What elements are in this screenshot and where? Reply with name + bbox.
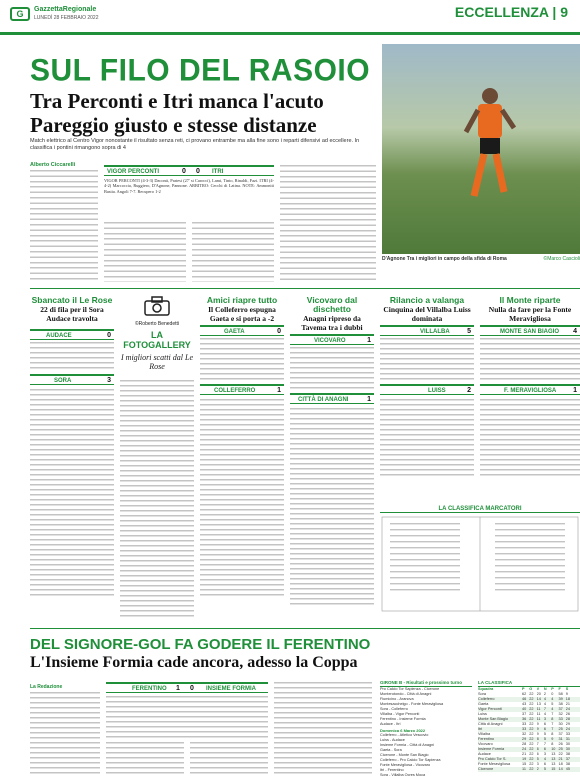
story-subtitle: Cinquina del Villalba Luiss dominata bbox=[383, 305, 471, 323]
stat-cell: 24 bbox=[565, 727, 571, 731]
stat-cell: 31 bbox=[565, 737, 571, 741]
stat-cell: 22 bbox=[529, 762, 534, 766]
story-body-lines bbox=[30, 389, 114, 599]
result-row: Ferentino - Insieme Formia bbox=[380, 717, 426, 721]
stat-cell: 6 bbox=[543, 747, 547, 751]
stat-cell: 24 bbox=[522, 747, 527, 751]
player-figure bbox=[460, 84, 520, 204]
away-score: 1 bbox=[573, 387, 577, 394]
stat-cell: V bbox=[536, 687, 540, 691]
stat-cell: 5 bbox=[551, 702, 554, 706]
section-label: ECCELLENZA | 9 bbox=[454, 4, 568, 20]
story-subtitle: Anagni ripreso da Tavema tra i dubbi bbox=[301, 314, 363, 332]
fixture-row: Itri - Ferentino bbox=[380, 768, 404, 772]
team-cell: Audace bbox=[478, 752, 491, 756]
fixture-row: Insieme Formia - Città di Anagni bbox=[380, 743, 435, 747]
gallery-credit: ©Roberto Benedetti bbox=[135, 321, 179, 327]
team-cell: Colleferro bbox=[478, 697, 495, 701]
stat-cell: P bbox=[522, 687, 525, 691]
stat-cell: G bbox=[529, 687, 533, 691]
stat-cell: 29 bbox=[565, 722, 571, 726]
away-team: SORA bbox=[54, 378, 72, 384]
home-team: GAETA bbox=[224, 329, 245, 335]
stat-cell: 15 bbox=[522, 762, 527, 766]
away-score: 3 bbox=[107, 377, 111, 384]
stat-cell: 28 bbox=[565, 717, 571, 721]
team-cell: Luiss bbox=[478, 712, 487, 716]
results-box bbox=[380, 680, 472, 778]
team-cell: Ferentino bbox=[478, 737, 495, 741]
stat-cell: 22 bbox=[529, 712, 534, 716]
stat-cell: 3 bbox=[543, 752, 547, 756]
stat-cell: 6 bbox=[536, 752, 539, 756]
article-body-col1-lines bbox=[30, 170, 98, 282]
scorebox bbox=[290, 334, 374, 345]
stat-cell: 4 bbox=[543, 697, 547, 701]
stat-cell: 11 bbox=[536, 707, 541, 711]
stat-cell: 31 bbox=[558, 737, 563, 741]
stat-cell: 39 bbox=[558, 697, 563, 701]
story-colleferro bbox=[200, 296, 284, 599]
stat-cell: 7 bbox=[551, 712, 554, 716]
away-score: 0 bbox=[196, 168, 200, 175]
fixture-row: Colleferro - Atletico Vescovio bbox=[380, 733, 429, 737]
lineups-lines bbox=[380, 338, 474, 382]
team-cell: Gaeta bbox=[478, 702, 489, 706]
stat-cell: 5 bbox=[543, 767, 547, 771]
stat-cell: 21 bbox=[522, 752, 527, 756]
bottom-body-col1 bbox=[30, 692, 100, 776]
home-score: 0 bbox=[107, 332, 111, 339]
stat-cell: 14 bbox=[558, 767, 563, 771]
photo-credit: ©Marco Cascioli bbox=[543, 256, 580, 262]
publication-logo: G bbox=[10, 7, 30, 21]
stat-cell: 62 bbox=[522, 692, 527, 696]
stat-cell: 5 bbox=[543, 732, 547, 736]
story-title: Rilancio a valanga bbox=[389, 295, 465, 305]
home-score: 1 bbox=[176, 685, 180, 692]
results-list bbox=[380, 687, 472, 727]
home-team: AUDACE bbox=[46, 333, 72, 339]
story-body-lines bbox=[290, 408, 374, 608]
scorebox bbox=[290, 393, 374, 404]
bottom-headline: L'Insieme Formia cade ancora, adesso la Coppa bbox=[30, 654, 358, 671]
scorebox-main bbox=[104, 165, 274, 176]
bottom-lineups bbox=[106, 696, 268, 740]
story-body-lines bbox=[380, 399, 474, 479]
stat-cell: 9 bbox=[536, 727, 539, 731]
stat-cell: 9 bbox=[536, 732, 539, 736]
publication-name: GazzettaRegionale bbox=[34, 6, 97, 13]
team-cell: Vigor Perconti bbox=[478, 707, 502, 711]
stat-cell: 9 bbox=[565, 692, 568, 696]
stat-cell: 2 bbox=[543, 692, 547, 696]
team-cell: Fonte Meravigliosa bbox=[478, 762, 511, 766]
scorers-box bbox=[380, 506, 580, 616]
away-score: 0 bbox=[190, 685, 194, 692]
story-monte bbox=[480, 296, 580, 479]
team-cell: Città di Anagni bbox=[478, 722, 503, 726]
stat-cell: 4 bbox=[543, 757, 547, 761]
lineups-lines bbox=[200, 338, 284, 382]
stat-cell: 11 bbox=[536, 717, 541, 721]
team-cell: Squadra bbox=[478, 687, 494, 691]
issue-date: LUNEDÌ 28 FEBBRAIO 2022 bbox=[34, 15, 99, 21]
story-title: Sbancato il Le Rose bbox=[31, 295, 113, 305]
stat-cell: 4 bbox=[551, 697, 554, 701]
fixture-row: Cicerone - Monte San Biagio bbox=[380, 753, 429, 757]
fotogallery-box bbox=[120, 296, 194, 371]
stat-cell: 11 bbox=[522, 767, 526, 771]
stat-cell: 6 bbox=[536, 747, 539, 751]
lineups-lines bbox=[30, 342, 114, 372]
stat-cell: 22 bbox=[529, 737, 534, 741]
stat-cell: 22 bbox=[529, 767, 534, 771]
stat-cell: 32 bbox=[558, 712, 563, 716]
team-cell: Pro Calcio Tor S. bbox=[478, 757, 507, 761]
stat-cell: 18 bbox=[558, 762, 563, 766]
home-score: 0 bbox=[277, 328, 281, 335]
stat-cell: 30 bbox=[565, 747, 571, 751]
stat-cell: 33 bbox=[522, 722, 527, 726]
stat-cell: 19 bbox=[522, 757, 527, 761]
standings-title: LA CLASSIFICA bbox=[478, 680, 580, 687]
photo-caption bbox=[382, 256, 580, 262]
story-title: Vicovaro dal dischetto bbox=[306, 295, 358, 314]
article-body-col4 bbox=[280, 165, 376, 282]
stat-cell: 22 bbox=[529, 747, 534, 751]
results-title: GIRONE B - Risultati e prossimo turno bbox=[380, 680, 472, 687]
home-team: VILLALBA bbox=[420, 329, 450, 335]
bottom-body-col3 bbox=[190, 742, 268, 776]
stat-cell: 10 bbox=[551, 747, 556, 751]
away-team: LUISS bbox=[428, 388, 446, 394]
stat-cell: 45 bbox=[565, 767, 571, 771]
next-round-list bbox=[380, 733, 472, 778]
standings-row bbox=[478, 767, 580, 772]
standings-box bbox=[478, 680, 580, 772]
article-body-col2 bbox=[104, 222, 186, 282]
stat-cell: 5 bbox=[536, 757, 539, 761]
header-rule bbox=[0, 32, 580, 35]
fixture-row: Sora - Villalba Ocres Moca bbox=[380, 773, 426, 777]
stat-cell: 3 bbox=[536, 762, 539, 766]
stat-cell: 38 bbox=[558, 702, 563, 706]
stat-cell: 7 bbox=[543, 707, 547, 711]
match-lineups: VIGOR PERCONTI (4-3-3) Daconti, Pratesi (27' st Carocci), Lami, Tinto, Rinaldi, Fazi. ITRI (4-4-2) Marcoccia, Ruggiero, D'Agnone, Pannone. ARBITRO: Cecchi di Latina. NOTE: Ammoniti Bastia. Angoli 7-7. Recupero 1-2 bbox=[104, 178, 274, 194]
story-body-lines bbox=[200, 399, 284, 599]
result-row: Audace - Itri bbox=[380, 722, 401, 726]
stat-cell: 14 bbox=[536, 697, 541, 701]
story-villalba bbox=[380, 296, 474, 479]
headline-line-2: Pareggio giusto e stesse distanze bbox=[30, 113, 317, 137]
result-row: Monterotondo - Città di Anagni bbox=[380, 692, 432, 696]
article-body-col3 bbox=[192, 222, 274, 282]
story-subtitle: Nulla da fare per la Fonte Meravigliosa bbox=[488, 305, 572, 323]
story-title: Amici riapre tutto bbox=[206, 295, 278, 305]
stat-cell: 15 bbox=[551, 767, 556, 771]
match-photo bbox=[382, 44, 580, 254]
stat-cell: 43 bbox=[522, 702, 527, 706]
stat-cell: P bbox=[551, 687, 554, 691]
stat-cell: 33 bbox=[558, 717, 563, 721]
home-score: 5 bbox=[467, 328, 471, 335]
away-score: 2 bbox=[467, 387, 471, 394]
away-team: ITRI bbox=[212, 169, 224, 175]
caption-text: D'Agnone Tra i migliori in campo della sfida di Roma bbox=[382, 256, 507, 262]
stat-cell: 3 bbox=[543, 717, 547, 721]
next-round-title: Domenica 6 Marzo 2022 bbox=[380, 728, 426, 733]
home-score: 4 bbox=[573, 328, 577, 335]
scorers-pitch bbox=[380, 513, 580, 613]
stat-cell: 22 bbox=[529, 702, 534, 706]
fixture-row: Colleferro - Pro Calcio Tor Sapienza bbox=[380, 758, 441, 762]
article-author: Alberto Ciccarelli bbox=[30, 162, 76, 168]
stat-cell: 25 bbox=[558, 727, 563, 731]
stat-cell: 37 bbox=[558, 707, 563, 711]
stat-cell: 7 bbox=[543, 742, 547, 746]
stat-cell: S bbox=[565, 687, 569, 691]
stat-cell: 24 bbox=[565, 707, 571, 711]
section-divider bbox=[30, 288, 580, 289]
stat-cell: 9 bbox=[536, 722, 539, 726]
stat-cell: 36 bbox=[522, 717, 527, 721]
stat-cell: 7 bbox=[551, 722, 554, 726]
story-anagni bbox=[290, 296, 374, 608]
stat-cell: 8 bbox=[551, 732, 554, 736]
scorebox bbox=[480, 325, 580, 336]
fixture-row: Gaeta - Sora bbox=[380, 748, 402, 752]
headline-line-1: Tra Perconti e Itri manca l'acuto bbox=[30, 89, 324, 113]
stat-cell: 38 bbox=[565, 752, 571, 756]
stat-cell: 22 bbox=[529, 717, 534, 721]
fixture-row: Luiss - Audace bbox=[380, 738, 405, 742]
stat-cell: 28 bbox=[522, 742, 527, 746]
away-team: COLLEFERRO bbox=[214, 388, 256, 394]
stat-cell: 33 bbox=[565, 732, 571, 736]
stat-cell: 4 bbox=[543, 712, 547, 716]
article-kicker: SUL FILO DEL RASOIO bbox=[30, 53, 371, 88]
stat-cell: 21 bbox=[565, 702, 571, 706]
stat-cell: F bbox=[558, 687, 561, 691]
scorebox bbox=[30, 329, 114, 340]
bottom-body-col2 bbox=[106, 742, 184, 776]
scorers-title: LA CLASSIFICA MARCATORI bbox=[380, 506, 580, 513]
team-cell: Cicerone bbox=[478, 767, 494, 771]
stat-cell: 21 bbox=[558, 757, 563, 761]
home-score: 1 bbox=[367, 337, 371, 344]
stat-cell: 13 bbox=[551, 752, 556, 756]
result-row: Sora - Colleferro bbox=[380, 707, 408, 711]
stat-cell: 18 bbox=[565, 697, 571, 701]
stat-cell: 20 bbox=[536, 692, 541, 696]
gallery-subtitle: I migliori scatti dal Le Rose bbox=[121, 353, 193, 371]
stat-cell: 22 bbox=[529, 727, 534, 731]
stat-cell: 0 bbox=[551, 692, 554, 696]
stat-cell: 40 bbox=[522, 707, 527, 711]
stat-cell: 13 bbox=[536, 702, 541, 706]
away-score: 1 bbox=[367, 396, 371, 403]
stat-cell: 9 bbox=[551, 737, 554, 741]
stat-cell: 58 bbox=[558, 692, 563, 696]
gallery-title[interactable]: LA FOTOGALLERY bbox=[123, 330, 191, 350]
camera-icon bbox=[144, 296, 170, 316]
result-row: Pro Calcio Tor Sapienza - Cicerone bbox=[380, 687, 440, 691]
scorebox bbox=[380, 384, 474, 395]
stat-cell: 37 bbox=[522, 712, 527, 716]
team-cell: Monte San Biagio bbox=[478, 717, 508, 721]
stat-cell: 8 bbox=[551, 717, 554, 721]
stat-cell: 26 bbox=[565, 712, 571, 716]
stat-cell: 30 bbox=[565, 742, 571, 746]
story-body-lines bbox=[480, 399, 580, 479]
stat-cell: 7 bbox=[536, 742, 539, 746]
stat-cell: 32 bbox=[522, 732, 527, 736]
stat-cell: 37 bbox=[558, 732, 563, 736]
stat-cell: 22 bbox=[529, 757, 534, 761]
stat-cell: 8 bbox=[551, 742, 554, 746]
stat-cell: 22 bbox=[529, 732, 534, 736]
stat-cell: 46 bbox=[522, 697, 527, 701]
stat-cell: 22 bbox=[529, 692, 534, 696]
stat-cell: 5 bbox=[543, 737, 547, 741]
away-team: INSIEME FORMIA bbox=[206, 686, 257, 692]
page-header bbox=[0, 0, 580, 40]
team-cell: Villalba bbox=[478, 732, 491, 736]
stat-cell: 33 bbox=[522, 727, 527, 731]
stat-cell: 4 bbox=[551, 707, 554, 711]
stat-cell: 6 bbox=[543, 762, 547, 766]
team-cell: Sora bbox=[478, 692, 487, 696]
stat-cell: 6 bbox=[543, 727, 547, 731]
stat-cell: 22 bbox=[529, 707, 534, 711]
home-team: FERENTINO bbox=[132, 686, 167, 692]
stat-cell: 22 bbox=[529, 752, 534, 756]
standings-table bbox=[478, 687, 580, 772]
scorebox bbox=[200, 325, 284, 336]
stat-cell: 4 bbox=[543, 702, 547, 706]
result-row: Villalba - Vigor Perconti bbox=[380, 712, 420, 716]
scorebox bbox=[30, 374, 114, 385]
away-team: CITTÀ DI ANAGNI bbox=[298, 397, 349, 403]
scorebox bbox=[380, 325, 474, 336]
story-title: Il Monte riparte bbox=[499, 295, 561, 305]
bottom-scorebox bbox=[106, 682, 268, 693]
story-subtitle: Il Colleferro espugna Gaeta e si porta a -2 bbox=[208, 305, 276, 323]
fixture-row: Fonte Meravigliosa - Vicovaro bbox=[380, 763, 431, 767]
bottom-kicker: DEL SIGNORE-GOL FA GODERE IL FERENTINO bbox=[30, 636, 371, 653]
stat-cell: 38 bbox=[565, 762, 571, 766]
stat-cell: 11 bbox=[536, 712, 541, 716]
stat-cell: 26 bbox=[558, 742, 563, 746]
home-team: VICOVARO bbox=[314, 338, 346, 344]
stat-cell: 13 bbox=[551, 757, 556, 761]
stat-cell: 37 bbox=[565, 757, 571, 761]
scorebox bbox=[480, 384, 580, 395]
home-score: 0 bbox=[182, 168, 186, 175]
stat-cell: 6 bbox=[543, 722, 547, 726]
stat-cell: 8 bbox=[536, 737, 539, 741]
team-cell: Insieme Formia bbox=[478, 747, 505, 751]
stat-cell: 22 bbox=[529, 697, 534, 701]
stat-cell: 22 bbox=[558, 752, 563, 756]
story-subtitle: 22 di fila per il Sora Audace travolta bbox=[40, 305, 104, 323]
home-team: MONTE SAN BIAGIO bbox=[500, 329, 560, 335]
away-team: F. MERAVIGLIOSA bbox=[504, 388, 557, 394]
bottom-divider bbox=[30, 628, 580, 629]
story-sora bbox=[30, 296, 114, 599]
stat-cell: N bbox=[543, 687, 547, 691]
bottom-body-col4 bbox=[274, 682, 372, 776]
scorebox bbox=[200, 384, 284, 395]
result-row: Montesacchelgo - Fonte Meravigliosa bbox=[380, 702, 444, 706]
stat-cell: 30 bbox=[558, 722, 563, 726]
stat-cell: 22 bbox=[529, 742, 534, 746]
team-cell: Vicovaro bbox=[478, 742, 493, 746]
team-cell: Itri bbox=[478, 727, 483, 731]
stat-cell: 7 bbox=[551, 727, 554, 731]
stat-cell: 13 bbox=[551, 762, 556, 766]
lineups-lines bbox=[480, 338, 580, 382]
story-body-lines bbox=[120, 380, 194, 620]
stat-cell: 29 bbox=[522, 737, 527, 741]
stat-cell: 22 bbox=[529, 722, 534, 726]
home-team: VIGOR PERCONTI bbox=[107, 169, 160, 175]
lineups-lines bbox=[290, 347, 374, 391]
stat-cell: 2 bbox=[536, 767, 539, 771]
stat-cell: 25 bbox=[558, 747, 563, 751]
away-score: 1 bbox=[277, 387, 281, 394]
result-row: Fiumicino - Aranova bbox=[380, 697, 414, 701]
article-deck: Match elettrico al Centro Vigor nonostante il risultato senza reti, ci provano entrambe ma alla fine sono i reparti difensivi ad eccellere. In classifica i pontini rimangono sopra di 4 bbox=[30, 138, 360, 151]
bottom-author: La Redazione bbox=[30, 684, 63, 690]
